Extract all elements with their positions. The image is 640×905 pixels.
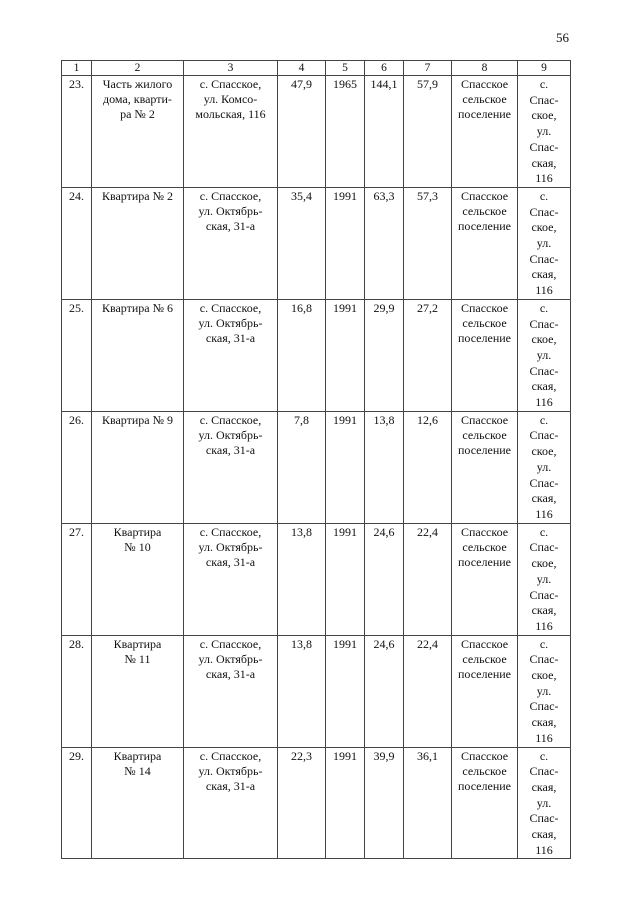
owner-location-line: 116 — [535, 506, 553, 521]
owner-location-line: Спас- — [529, 139, 559, 154]
header-cell-4: 4 — [278, 61, 326, 76]
table-row — [62, 635, 571, 747]
owner-location-line: Спас- — [529, 92, 559, 107]
table-row — [62, 747, 571, 859]
header-cell-2: 2 — [92, 61, 184, 76]
object-address — [184, 76, 278, 188]
object-address-line: ул. Октябрь- — [198, 427, 263, 442]
object-address — [184, 187, 278, 299]
object-name-line: Квартира — [113, 524, 162, 539]
object-name — [92, 187, 184, 299]
row-number: 26. — [62, 411, 92, 523]
owner-location-line: 116 — [535, 618, 553, 633]
owner-location-line: Спас- — [529, 475, 559, 490]
table-row — [62, 411, 571, 523]
owner-location-line: ское, — [531, 444, 557, 459]
owner-line: Спасское — [460, 300, 509, 315]
owner-location-line: Спас- — [529, 587, 559, 602]
object-name — [92, 523, 184, 635]
owner-line: поселение — [457, 778, 511, 793]
object-name-line: ра № 2 — [120, 107, 155, 121]
object-name-line: Квартира № 6 — [101, 300, 174, 315]
owner-location-line: ул. — [536, 347, 552, 362]
object-name — [92, 747, 184, 859]
object-name — [92, 635, 184, 747]
object-address-line: ская, 31-а — [205, 778, 256, 793]
owner-line: поселение — [457, 330, 511, 345]
header-cell-6: 6 — [365, 61, 404, 76]
object-address — [184, 523, 278, 635]
header-cell-8: 8 — [452, 61, 518, 76]
owner-line: поселение — [457, 107, 511, 121]
owner — [452, 76, 518, 188]
owner-line: поселение — [457, 218, 511, 233]
property-table — [61, 60, 571, 859]
header-cell-5: 5 — [326, 61, 365, 76]
object-address-line: ская, 31-а — [205, 218, 256, 233]
object-name-line: Часть жилого — [102, 77, 173, 91]
owner-line: Спасское — [460, 524, 509, 539]
owner-location-line: с. — [539, 77, 549, 91]
owner-line: поселение — [457, 666, 511, 681]
value-col4: 7,8 — [278, 411, 326, 523]
object-name-line: № 10 — [124, 539, 151, 554]
owner-location-line: ская, — [531, 779, 557, 794]
owner-location — [518, 299, 571, 411]
value-col7: 27,2 — [404, 299, 452, 411]
owner-location-line: Спас- — [529, 699, 559, 714]
value-col7: 57,9 — [404, 76, 452, 188]
owner-location-line: Спас- — [529, 316, 559, 331]
header-row — [62, 61, 571, 76]
object-address-line: ул. Октябрь- — [198, 203, 263, 218]
owner-line: сельское — [462, 203, 507, 218]
object-address-line: с. Спасское, — [199, 636, 262, 651]
object-name — [92, 299, 184, 411]
value-col6: 29,9 — [365, 299, 404, 411]
value-col6: 13,8 — [365, 411, 404, 523]
year-built: 1965 — [326, 76, 365, 188]
owner-location-line: ул. — [536, 124, 552, 139]
object-address — [184, 299, 278, 411]
value-col7: 22,4 — [404, 523, 452, 635]
object-address-line: ская, 31-а — [205, 554, 256, 569]
owner-location-line: ское, — [531, 556, 557, 571]
owner-location — [518, 76, 571, 188]
owner-line: Спасское — [460, 412, 509, 427]
object-address-line: ул. Комсо- — [203, 92, 258, 106]
year-built: 1991 — [326, 523, 365, 635]
owner-location-line: ская, — [531, 379, 557, 394]
owner-location — [518, 635, 571, 747]
value-col4: 35,4 — [278, 187, 326, 299]
table-row — [62, 299, 571, 411]
owner-location-line: ское, — [531, 220, 557, 235]
year-built: 1991 — [326, 747, 365, 859]
owner — [452, 747, 518, 859]
value-col4: 47,9 — [278, 76, 326, 188]
object-address-line: ул. Октябрь- — [198, 763, 263, 778]
object-name-line: Квартира — [113, 748, 162, 763]
value-col6: 144,1 — [365, 76, 404, 188]
owner-location-line: ская, — [531, 267, 557, 282]
owner-location-line: ская, — [531, 603, 557, 618]
year-built: 1991 — [326, 411, 365, 523]
row-number: 27. — [62, 523, 92, 635]
value-col4: 22,3 — [278, 747, 326, 859]
header-cell-1: 1 — [62, 61, 92, 76]
header-cell-7: 7 — [404, 61, 452, 76]
owner-location-line: ул. — [536, 459, 552, 474]
object-name — [92, 411, 184, 523]
owner-location-line: ское, — [531, 668, 557, 683]
owner-location-line: ское, — [531, 332, 557, 347]
object-address-line: ул. Октябрь- — [198, 539, 263, 554]
owner-line: сельское — [462, 315, 507, 330]
owner-location-line: 116 — [535, 283, 553, 298]
object-address-line: с. Спасское, — [199, 300, 262, 315]
object-address — [184, 411, 278, 523]
owner-line: сельское — [462, 92, 507, 106]
owner-location-line: ская, — [531, 155, 557, 170]
value-col6: 24,6 — [365, 523, 404, 635]
value-col6: 24,6 — [365, 635, 404, 747]
owner-location — [518, 747, 571, 859]
table-row — [62, 523, 571, 635]
owner-line: сельское — [462, 763, 507, 778]
owner-location-line: с. — [539, 188, 549, 203]
owner-line: Спасское — [460, 77, 509, 91]
owner-location-line: с. — [539, 524, 549, 539]
object-address-line: с. Спасское, — [199, 412, 262, 427]
object-address-line: ул. Октябрь- — [198, 651, 263, 666]
object-name-line: № 11 — [124, 651, 151, 666]
object-name-line: № 14 — [124, 763, 151, 778]
value-col4: 13,8 — [278, 635, 326, 747]
owner-line: Спасское — [460, 748, 509, 763]
object-address-line: с. Спасское, — [199, 524, 262, 539]
value-col7: 22,4 — [404, 635, 452, 747]
object-address — [184, 747, 278, 859]
owner-location-line: ул. — [536, 795, 552, 810]
owner-location-line: ул. — [536, 236, 552, 251]
owner — [452, 411, 518, 523]
year-built: 1991 — [326, 299, 365, 411]
object-name-line: Квартира № 9 — [101, 412, 174, 427]
owner-location-line: 116 — [535, 842, 553, 857]
row-number: 23. — [62, 76, 92, 188]
owner-location-line: Спас- — [529, 251, 559, 266]
owner-location-line: Спас- — [529, 204, 559, 219]
value-col4: 16,8 — [278, 299, 326, 411]
owner-location — [518, 523, 571, 635]
value-col6: 63,3 — [365, 187, 404, 299]
page-number: 56 — [556, 30, 569, 45]
object-address-line: ская, 31-а — [205, 442, 256, 457]
owner-location-line: Спас- — [529, 652, 559, 667]
object-name — [92, 76, 184, 188]
object-address-line: с. Спасское, — [199, 77, 262, 91]
owner-location-line: ская, — [531, 715, 557, 730]
owner-line: сельское — [462, 651, 507, 666]
year-built: 1991 — [326, 187, 365, 299]
header-cell-9: 9 — [518, 61, 571, 76]
table-row — [62, 76, 571, 188]
object-address-line: ул. Октябрь- — [198, 315, 263, 330]
owner-location-line: ул. — [536, 571, 552, 586]
owner — [452, 187, 518, 299]
owner-line: Спасское — [460, 636, 509, 651]
header-cell-3: 3 — [184, 61, 278, 76]
owner-location-line: ская, — [531, 491, 557, 506]
row-number: 28. — [62, 635, 92, 747]
row-number: 25. — [62, 299, 92, 411]
object-name-line: Квартира № 2 — [101, 188, 174, 203]
owner-location-line: ская, — [531, 827, 557, 842]
year-built: 1991 — [326, 635, 365, 747]
owner-location-line: с. — [539, 748, 549, 763]
owner-location-line: Спас- — [529, 428, 559, 443]
value-col6: 39,9 — [365, 747, 404, 859]
owner — [452, 523, 518, 635]
owner-location-line: Спас- — [529, 540, 559, 555]
owner-line: сельское — [462, 427, 507, 442]
owner-location-line: с. — [539, 636, 549, 651]
object-address — [184, 635, 278, 747]
row-number: 29. — [62, 747, 92, 859]
object-address-line: с. Спасское, — [199, 748, 262, 763]
owner-location-line: Спас- — [529, 764, 559, 779]
owner-location-line: с. — [539, 412, 549, 427]
object-name-line: дома, кварти- — [103, 92, 172, 106]
table-body — [62, 76, 571, 859]
object-address-line: с. Спасское, — [199, 188, 262, 203]
owner-location-line: ул. — [536, 683, 552, 698]
table-row — [62, 187, 571, 299]
owner-location-line: Спас- — [529, 363, 559, 378]
value-col7: 57,3 — [404, 187, 452, 299]
value-col4: 13,8 — [278, 523, 326, 635]
owner-line: Спасское — [460, 188, 509, 203]
owner-line: поселение — [457, 442, 511, 457]
owner-location-line: с. — [539, 300, 549, 315]
owner-location-line: 116 — [535, 395, 553, 410]
row-number: 24. — [62, 187, 92, 299]
owner-location — [518, 411, 571, 523]
owner-location-line: 116 — [535, 171, 553, 186]
object-address-line: ская, 31-а — [205, 330, 256, 345]
value-col7: 12,6 — [404, 411, 452, 523]
owner-location — [518, 187, 571, 299]
owner-location-line: Спас- — [529, 811, 559, 826]
object-name-line: Квартира — [113, 636, 162, 651]
owner-location-line: ское, — [531, 108, 557, 123]
owner-line: сельское — [462, 539, 507, 554]
object-address-line: мольская, 116 — [195, 107, 266, 121]
owner-line: поселение — [457, 554, 511, 569]
object-address-line: ская, 31-а — [205, 666, 256, 681]
owner — [452, 299, 518, 411]
owner — [452, 635, 518, 747]
value-col7: 36,1 — [404, 747, 452, 859]
owner-location-line: 116 — [535, 730, 553, 745]
